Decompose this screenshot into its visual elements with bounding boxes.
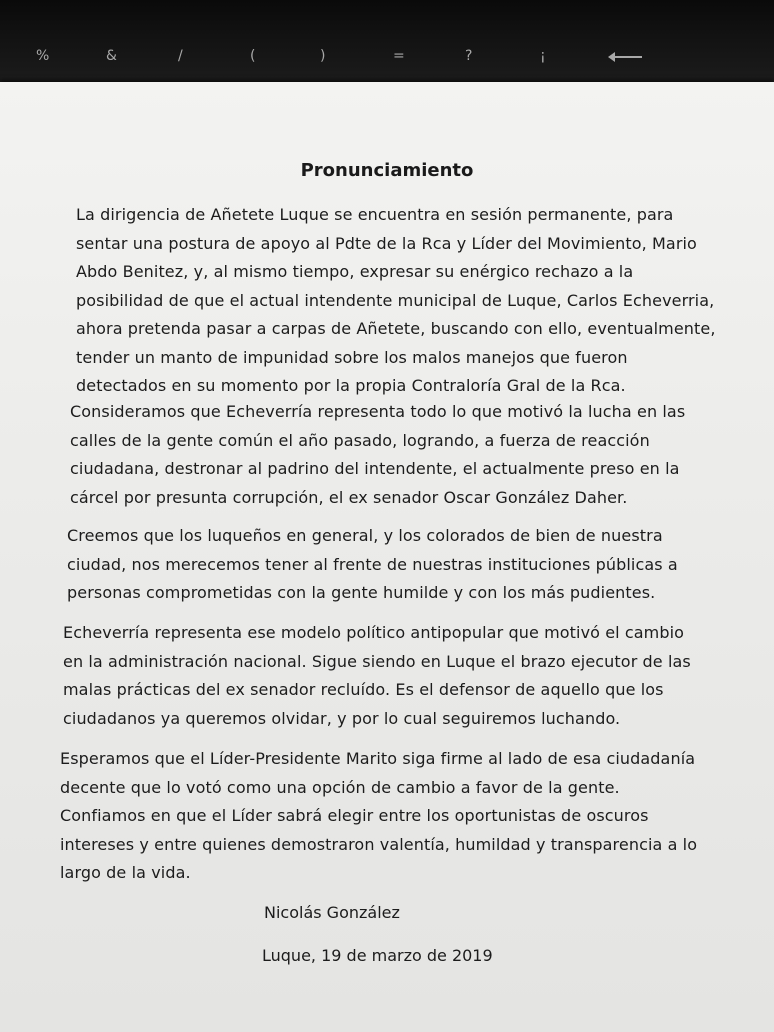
- keyboard-edge: [0, 0, 774, 84]
- key-close-paren[interactable]: ): [320, 48, 326, 64]
- paragraph-2: Consideramos que Echeverría representa todo lo que motivó la lucha en las calles de la gente común el año pasado, logrando, a fuerza de reacción ciudadana, destronar al padrino del intendente, el actualmente preso en la cárcel por presunta corrupción, el ex senador Oscar González Daher.: [70, 402, 686, 507]
- signature-name: Nicolás González: [264, 903, 400, 922]
- key-equals[interactable]: =: [393, 48, 405, 64]
- paragraph-1: La dirigencia de Añetete Luque se encuentra en sesión permanente, para sentar una postura de apoyo al Pdte de la Rca y Líder del Movimiento, Mario Abdo Benitez, y, al mismo tiempo, expresar su enérgico rechazo a la posibilidad de que el actual intendente municipal de Luque, Carlos Echeverria, ahora pretenda pasar a carpas de Añetete, buscando con ello, eventualmente, tender un manto de impunidad sobre los malos manejos que fueron detectados en su momento por la propia Contraloría Gral de la Rca.: [76, 205, 716, 395]
- keyboard-key-row: [0, 40, 774, 80]
- paper-sheet: [0, 82, 774, 1032]
- key-inverted-exclamation[interactable]: ¡: [540, 48, 546, 64]
- paragraph-5: Esperamos que el Líder-Presidente Marito siga firme al lado de esa ciudadanía decente que lo votó como una opción de cambio a favor de la gente. Confiamos en que el Líder sabrá elegir entre los oportunistas de oscuros intereses y entre quienes demostraron valentía, humildad y transparencia a lo largo de la vida.: [60, 749, 698, 882]
- paragraph-3: Creemos que los luqueños en general, y los colorados de bien de nuestra ciudad, nos merecemos tener al frente de nuestras instituciones públicas a personas comprometidas con la gente humilde y con los más pudientes.: [67, 526, 678, 602]
- backspace-arrow-icon[interactable]: [610, 56, 642, 58]
- key-ampersand[interactable]: &: [106, 48, 117, 64]
- paragraph-4: Echeverría representa ese modelo político antipopular que motivó el cambio en la administración nacional. Sigue siendo en Luque el brazo ejecutor de las malas prácticas del ex senador recluído. Es el defensor de aquello que los ciudadanos ya queremos olvidar, y por lo cual seguiremos luchando.: [63, 623, 691, 728]
- key-open-paren[interactable]: (: [250, 48, 256, 64]
- signature-place-date: Luque, 19 de marzo de 2019: [262, 946, 493, 965]
- key-question[interactable]: ?: [465, 48, 473, 64]
- key-slash[interactable]: /: [178, 48, 183, 64]
- key-percent[interactable]: %: [36, 48, 50, 64]
- document-title: Pronunciamiento: [300, 160, 474, 181]
